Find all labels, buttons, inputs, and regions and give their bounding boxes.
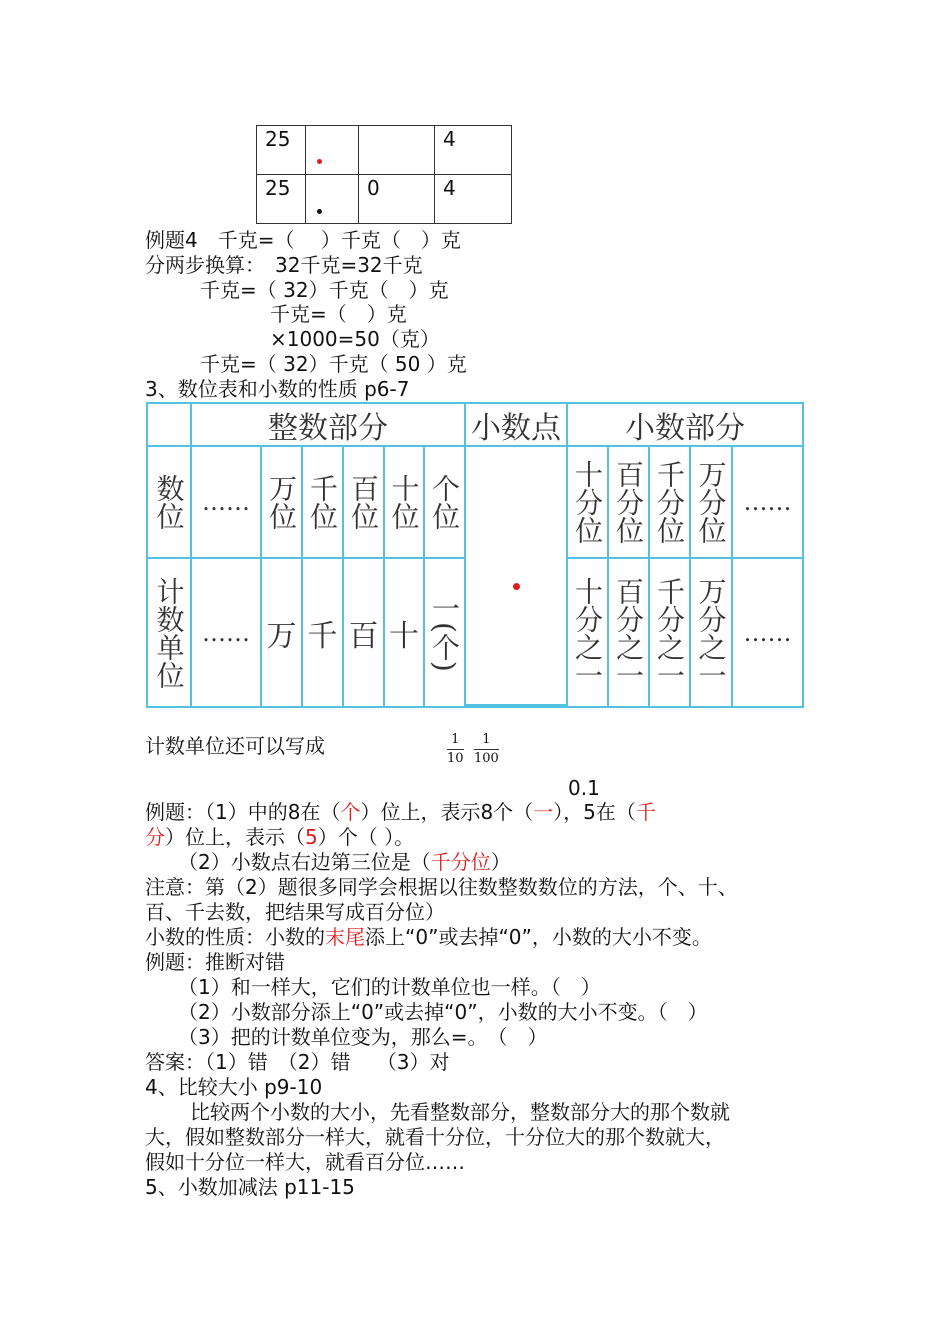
place-label: 十分位 [571,460,604,544]
decimal-point-dot [513,583,520,590]
unit-shi: 十 [385,559,425,706]
text-segment: ）位上，表示（ [165,825,305,849]
corner-cell [148,404,192,447]
table-cell [306,175,359,224]
table-cell: 4 [435,126,512,175]
place-thousandths [650,447,691,559]
section4-para-2: 大，假如整数部分一样大，就看十分位，十分位大的那个数就大， [145,1125,725,1149]
row-label-unit [148,559,192,706]
place-label: 万位 [265,474,298,530]
unit-thousandths [650,559,691,706]
unit-label: 一(个) [428,593,461,672]
table-row [257,126,512,175]
text-segment: ）个（ ）。 [317,825,415,849]
answer-thousandths-place: 千分位 [430,850,491,874]
section3-title: 3、数位表和小数的性质 p6-7 [145,377,410,401]
example-line-2 [145,825,414,849]
row-label-place-text: 数位 [152,474,186,530]
table-cell: 4 [435,175,512,224]
row-label-unit-text: 计数单位 [152,576,186,689]
place-shi [385,447,425,559]
place-qian [303,447,344,559]
place-label: 百分位 [612,460,645,544]
text-segment: 小数的性质：小数的 [145,925,325,949]
decimal-property [145,925,712,949]
place-tenths [568,447,609,559]
decimal-point-red [317,159,322,164]
fraction-denominator: 100 [474,751,499,766]
place-hundredths [609,447,650,559]
table-cell: 25 [257,175,306,224]
step3-line: ×1000=50（克） [270,327,440,351]
place-label: 个位 [428,474,461,530]
answer-one: 一 [533,800,554,824]
unit-label: 十分之一 [571,576,604,689]
place-label: 十位 [387,474,421,530]
section4-para-1: 比较两个小数的大小，先看整数部分，整数部分大的那个数就 [190,1100,730,1124]
step2-line: 千克=（ ）克 [270,302,407,326]
step1-line: 千克=（ 32）千克（ ）克 [200,278,449,302]
table-cell: 25 [257,126,306,175]
ellipsis-cell: …… [743,618,792,647]
fraction-hundredth [474,731,499,768]
text-segment: 添上“0”或去掉“0”，小数的大小不变。 [365,925,712,949]
unit-label: 万分之一 [694,576,728,689]
unit-qian: 千 [303,559,344,706]
judge-q1: （1）和一样大，它们的计数单位也一样。（ ） [178,975,601,999]
judge-answer: 答案：（1）错 （2）错 （3）对 [145,1050,450,1074]
place-ge [425,447,466,559]
place-label: 千位 [306,474,339,530]
unit-ten-thousandths [691,559,733,706]
place-bai [344,447,385,559]
unit-wan: 万 [262,559,303,706]
unit-alt-text: 计数单位还可以写成 [145,734,325,758]
place-label: 百位 [347,474,380,530]
text-segment: 例题：（1）中的8在（ [145,800,341,824]
example-line-1 [145,800,656,824]
answer-ones: 个 [340,800,361,824]
fraction-numerator: 1 [474,731,499,750]
top-table [256,125,512,224]
judge-q2: （2）小数部分添上“0”或去掉“0”，小数的大小不变。（ ） [178,1000,708,1024]
header-decimal-point: 小数点 [466,404,568,447]
section4-para-3: 假如十分位一样大，就看百分位…… [145,1150,465,1174]
ellipsis-cell: …… [733,447,802,559]
table-cell [359,126,435,175]
table-row [257,175,512,224]
place-label: 千分位 [653,460,686,544]
unit-tenths [568,559,609,706]
answer-thousandths-b: 分 [145,825,165,849]
decimal-point [317,209,322,214]
text-segment: （2）小数点右边第三位是（ [178,850,431,874]
example-line-3 [178,850,511,874]
header-decimal-part: 小数部分 [568,404,802,447]
place-value-table [146,402,804,708]
table-cell: 0 [359,175,435,224]
ellipsis-cell: …… [192,559,262,706]
header-integer-part: 整数部分 [192,404,466,447]
section4-title: 4、比较大小 p9-10 [145,1075,323,1099]
unit-ge [425,559,466,706]
place-label: 万分位 [694,460,728,544]
unit-label: 百分之一 [612,576,645,689]
text-segment: ），5在（ [553,800,636,824]
unit-hundredths [609,559,650,706]
place-ten-thousandths [691,447,733,559]
row-label-place [148,447,192,559]
answer-five: 5 [305,825,318,849]
two-step-line: 分两步换算： 32千克=32千克 [145,253,423,277]
unit-bai: 百 [344,559,385,706]
fraction-tenth [447,731,464,768]
note-line-1: 注意：第（2）题很多同学会根据以往数整数数位的方法，个、十、 [145,875,738,899]
text-segment: ）位上，表示8个（ [360,800,534,824]
step4-line: 千克=（ 32）千克（ 50 ）克 [200,352,467,376]
note-line-2: 百、千去数，把结果写成百分位） [145,900,445,924]
judge-title: 例题：推断对错 [145,950,285,974]
table-cell [306,126,359,175]
section5-title: 5、小数加减法 p11-15 [145,1175,355,1199]
decimal-value: 0.1 [568,776,600,800]
highlight-end: 末尾 [325,925,365,949]
place-wan [262,447,303,559]
ellipsis-cell: …… [192,447,262,559]
judge-q3: （3）把的计数单位变为，那么=。 （ ） [178,1025,548,1049]
fraction-denominator: 10 [447,751,464,766]
answer-thousandths-a: 千 [635,800,656,824]
decimal-point-cell [466,447,568,706]
unit-label: 千分之一 [653,576,686,689]
text-segment: ） [490,850,511,874]
fraction-numerator: 1 [447,731,464,750]
example4-line: 例题4 千克=（ ）千克（ ）克 [145,228,461,252]
